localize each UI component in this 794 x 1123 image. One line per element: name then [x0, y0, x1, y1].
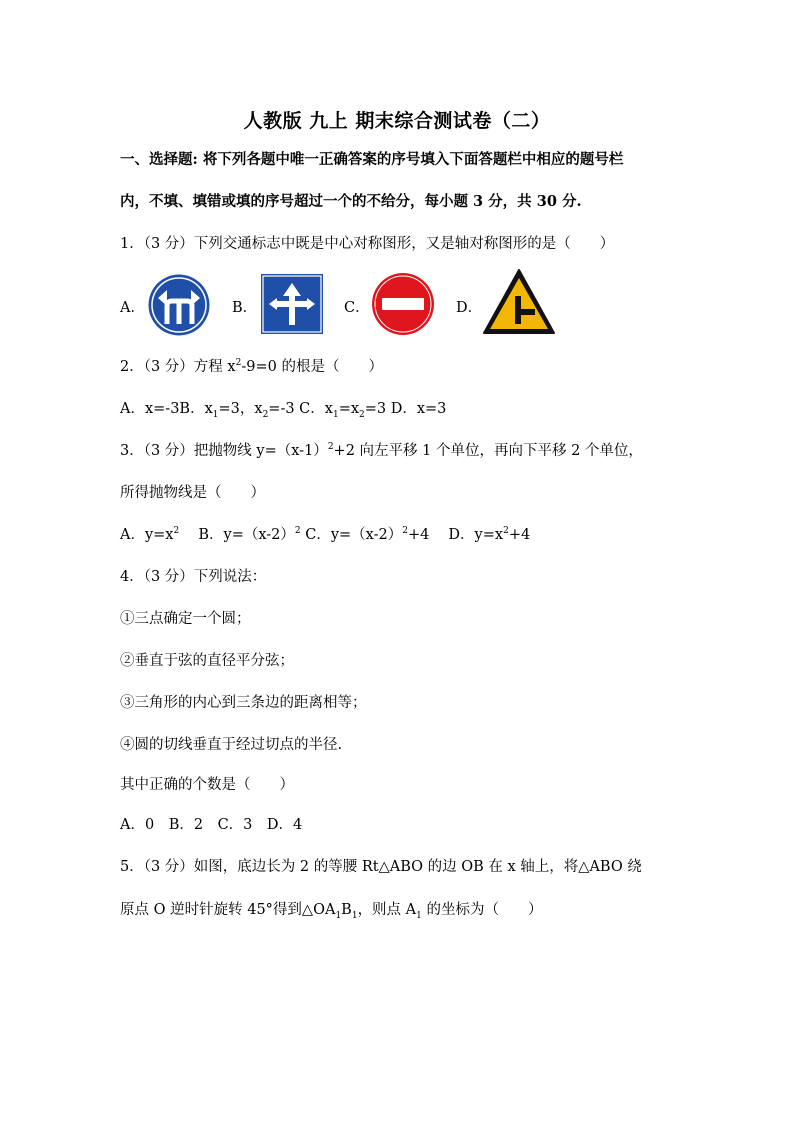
- q2-options: A．x=-3B．$x_1=3$，$x_2=-3$ C．$x_1=x_2=3$ D．x=3: [120, 401, 447, 420]
- q1-option-d-label: D．: [456, 300, 483, 316]
- q4-statement-1: ①三点确定一个圆；: [120, 611, 251, 627]
- q4-stem: 4．（3 分）下列说法：: [120, 569, 267, 585]
- no-entry-sign-icon: [371, 272, 435, 336]
- q3-stem-line2: 所得抛物线是（ ）: [120, 485, 265, 501]
- q3-stem: 3．（3 分）把抛物线 $y=(x-1)^2+2$ 向左平移 1 个单位，再向下平移 2 个单位，: [120, 442, 643, 459]
- q4-options: A．0 B．2 C．3 D．4: [120, 817, 303, 833]
- turn-left-right-sign-icon: [146, 272, 212, 338]
- section1-instruction-line1: 一、选择题: 将下列各题中唯一正确答案的序号填入下面答题栏中相应的题号栏: [120, 151, 624, 168]
- q4-statement-3: ③三角形的内心到三条边的距离相等；: [120, 695, 367, 711]
- q1-option-a-label: A．: [120, 300, 145, 316]
- page-title: 人教版 九上 期末综合测试卷（二）: [243, 110, 551, 132]
- q4-statement-4: ④圆的切线垂直于经过切点的半径.: [120, 737, 343, 753]
- q1-option-c-label: C．: [344, 300, 370, 316]
- t-junction-warning-sign-icon: [482, 268, 556, 336]
- section1-instruction-line2: 内，不填、填错或填的序号超过一个的不给分，每小题 3 分，共 30 分.: [120, 193, 582, 210]
- q3-options: A．$y=x^2$ B．$y=(x-2)^2$ C．$y=(x-2)^2+4$ D．$y=x^2+4$: [120, 526, 531, 543]
- cross-arrow-sign-icon: [261, 274, 323, 334]
- q1-option-b-label: B．: [232, 300, 258, 316]
- q4-statement-2: ②垂直于弦的直径平分弦；: [120, 653, 294, 669]
- q4-question: 其中正确的个数是（ ）: [120, 777, 294, 793]
- q2-stem: 2．（3 分）方程 $x^2-9=0$ 的根是（ ）: [120, 358, 383, 375]
- q5-stem-line2: 原点 O 逆时针旋转 45°得到$\triangle OA_1B_1$，则点 $A_1$ 的坐标为（ ）: [120, 902, 543, 921]
- q1-stem: 1．（3 分）下列交通标志中既是中心对称图形，又是轴对称图形的是（ ）: [120, 236, 615, 252]
- q5-stem-line1: 5．（3 分）如图，底边长为 2 的等腰 Rt△ABO 的边 OB 在 x 轴上，将△ABO 绕: [120, 859, 642, 875]
